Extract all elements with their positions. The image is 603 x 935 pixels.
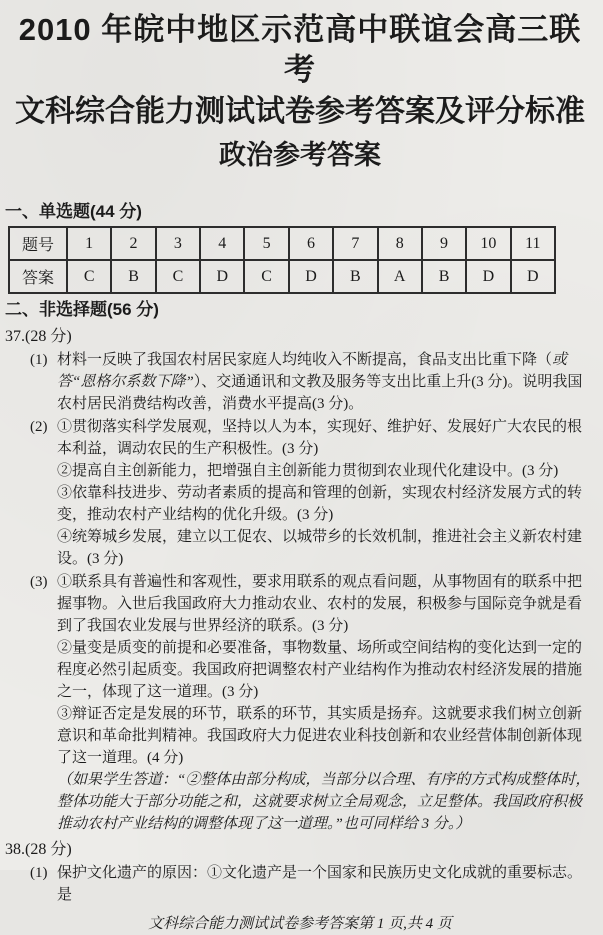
q37-part1	[30, 349, 595, 415]
q37-part1-seg1: 材料一反映了我国农村居民家庭人均纯收入不断提高，食品支出比重下降（	[57, 352, 553, 368]
question-number-row	[9, 227, 555, 260]
question-number-cell: 6	[289, 227, 333, 260]
page-footer: 文科综合能力测试试卷参考答案第 1 页,共 4 页	[148, 916, 452, 932]
section2-heading: 二、非选择题(56 分)	[5, 300, 159, 319]
row-header-question-number: 题号	[9, 227, 67, 260]
q37-part1-seg3: ）、交通通讯和文教及服务等支出比重上升(3 分)。说明我国农村居民消费结构改善，消费水平提高(3 分)。	[57, 374, 583, 412]
question-38-answer	[5, 839, 595, 906]
q37-part3-item2: ②量变是质变的前提和必要准备，事物数量、场所或空间结构的变化达到一定的程度必然引起质变。我国政府把调整农村产业结构作为推动农村经济发展的措施之一，体现了这一道理。(3 分)	[57, 640, 583, 700]
exam-title-line1: 2010 年皖中地区示范高中联谊会高三联考	[18, 12, 582, 87]
question-number-cell: 1	[67, 227, 111, 260]
answer-row	[9, 260, 555, 293]
answer-cell: A	[378, 260, 422, 293]
answer-cell: D	[200, 260, 244, 293]
question-number-cell: 4	[200, 227, 244, 260]
row-header-answer: 答案	[9, 260, 67, 293]
q37-part3-item1: ①联系具有普遍性和客观性，要求用联系的观点看问题，从事物固有的联系中把握事物。入世后我国政府大力推动农业、农村的发展，积极参与国际竞争就是看到了我国农业发展与世界经济的联系。(3 分)	[57, 574, 583, 634]
q37-part3	[30, 571, 595, 835]
answer-cell: D	[289, 260, 333, 293]
part-label: (2)	[30, 419, 48, 435]
question-37-answer	[5, 326, 595, 835]
answer-cell: B	[333, 260, 377, 293]
q37-part1-seg2-kai: 或答“恩格尔系数下降”	[57, 352, 568, 390]
q38-part1-paragraph: 保护文化遗产的原因：①文化遗产是一个国家和民族历史文化成就的重要标志。是	[57, 865, 583, 903]
q37-part1-paragraph	[57, 349, 595, 415]
question-number-cell: 3	[156, 227, 200, 260]
question-number-cell: 5	[244, 227, 288, 260]
answer-table	[8, 226, 556, 294]
part-label: (1)	[30, 865, 48, 881]
answer-cell: D	[511, 260, 555, 293]
question-38-number: 38.(28 分)	[5, 841, 72, 858]
q37-part3-grading-note: （如果学生答道：“②整体由部分构成，当部分以合理、有序的方式构成整体时，整体功能大于部分功能之和，这就要求树立全局观念，立足整体。我国政府积极推动农村产业结构的调整体现了这一道理。”也可同样给 3 分。）	[57, 772, 591, 832]
part-label: (3)	[30, 574, 48, 590]
subject-title: 政治参考答案	[219, 140, 381, 170]
question-number-cell: 11	[511, 227, 555, 260]
question-number-cell: 10	[466, 227, 510, 260]
question-37-number: 37.(28 分)	[5, 328, 72, 345]
q37-part2-item1: ①贯彻落实科学发展观，坚持以人为本，实现好、维护好、发展好广大农民的根本利益，调动农民的生产积极性。(3 分)	[57, 419, 583, 457]
q37-part2	[30, 416, 595, 570]
question-number-cell: 7	[333, 227, 377, 260]
part-label: (1)	[30, 352, 48, 368]
q38-part1	[30, 862, 595, 906]
question-number-cell: 8	[378, 227, 422, 260]
answer-cell: B	[111, 260, 155, 293]
answer-cell: B	[422, 260, 466, 293]
question-number-cell: 2	[111, 227, 155, 260]
q37-part2-item4: ④统筹城乡发展，建立以工促农、以城带乡的长效机制，推进社会主义新农村建设。(3 分)	[57, 529, 583, 567]
q37-part2-item2: ②提高自主创新能力，把增强自主创新能力贯彻到农业现代化建设中。(3 分)	[57, 463, 559, 479]
exam-title-line2: 文科综合能力测试试卷参考答案及评分标准	[15, 95, 585, 128]
section1-heading: 一、单选题(44 分)	[5, 202, 142, 221]
q37-part3-item3: ③辩证否定是发展的环节，联系的环节，其实质是扬弃。这就要求我们树立创新意识和革命批判精神。我国政府大力促进农业科技创新和农业经营体制创新体现了这一道理。(4 分)	[57, 706, 583, 766]
question-number-cell: 9	[422, 227, 466, 260]
q37-part2-item3: ③依靠科技进步、劳动者素质的提高和管理的创新，实现农村经济发展方式的转变，推动农村产业结构的优化升级。(3 分)	[57, 485, 583, 523]
answer-cell: C	[156, 260, 200, 293]
answer-cell: C	[67, 260, 111, 293]
answer-cell: C	[244, 260, 288, 293]
answer-cell: D	[466, 260, 510, 293]
